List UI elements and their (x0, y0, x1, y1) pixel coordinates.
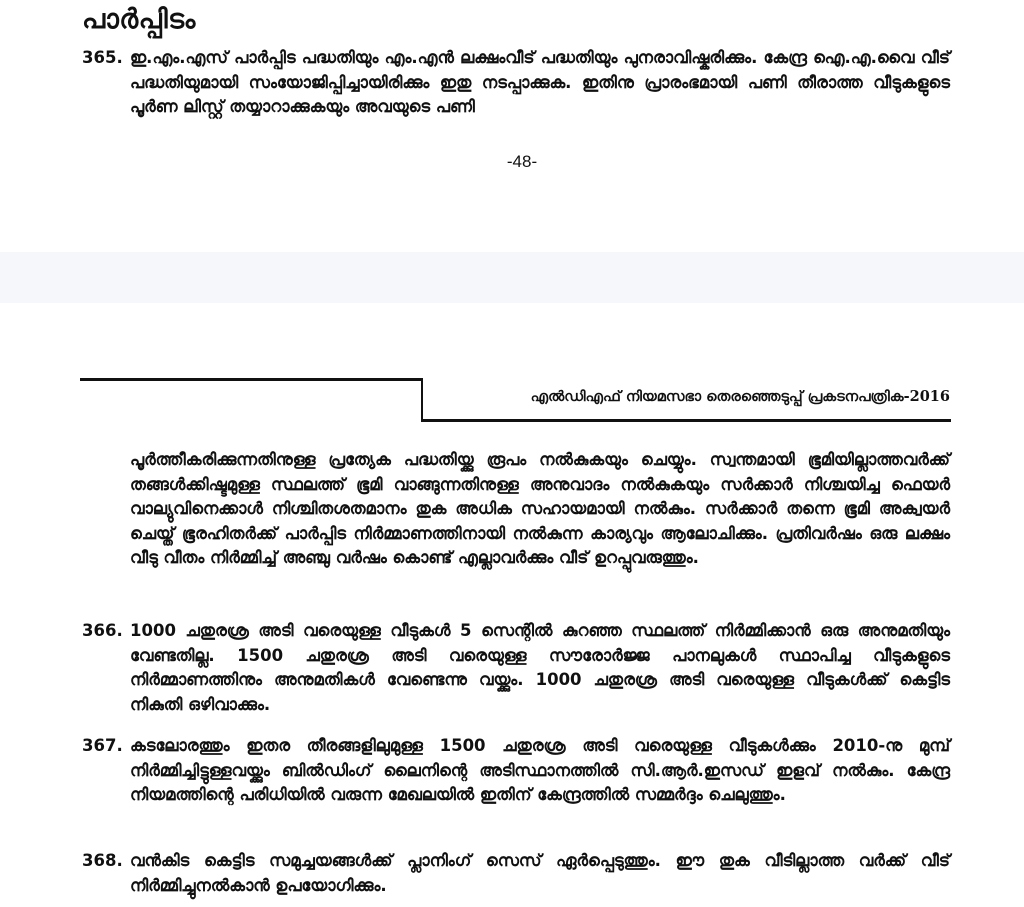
item-number: 366. (82, 621, 123, 640)
section-heading: പാർപ്പിടം (82, 4, 196, 35)
list-item-366 (82, 619, 950, 717)
page-number: -48- (506, 152, 538, 171)
item-text: 1000 ചതുരശ്ര അടി വരെയുള്ള വീടുകൾ 5 സെന്റിൽ കുറഞ്ഞ സ്ഥലത്ത് നിർമ്മിക്കാൻ ഒരു അനുമതിയും വേണ്ടതില്ല. 1500 ചതുരശ്ര അടി വരെയുള്ള സൗരോർജ്ജ പാനലുകൾ സ്ഥാപിച്ച വീടുകളുടെ നിർമ്മാണത്തിനും അനുമതികൾ വേണ്ടെന്നു വയ്ക്കും. 1000 ചതുരശ്ര അടി വരെയുള്ള വീടുകൾക്ക് കെട്ടിട നികുതി ഒഴിവാക്കും. (130, 621, 950, 714)
item-text: കടലോരത്തും ഇതര തീരങ്ങളിലുമുള്ള 1500 ചതുരശ്ര അടി വരെയുള്ള വീടുകൾക്കും 2010-നു മുമ്പ് നിർമ്മിച്ചിട്ടുള്ളവയ്ക്കും ബിൽഡിംഗ് ലൈനിന്റെ അടിസ്ഥാനത്തിൽ സി.ആർ.ഇസഡ് ഇളവ് നൽകും. കേന്ദ്ര നിയമത്തിന്റെ പരിധിയിൽ വരുന്ന മേഖലയിൽ ഇതിന് കേന്ദ്രത്തിൽ സമ്മർദ്ദം ചെലുത്തും. (130, 736, 950, 804)
list-item-365 (82, 46, 950, 120)
page-separator (0, 252, 1024, 303)
continuation-paragraph (82, 448, 950, 571)
header-rule-step (421, 378, 423, 422)
list-item-367 (82, 734, 950, 808)
item-text: വൻകിട കെട്ടിട സമുച്ചയങ്ങൾക്ക് പ്ലാനിംഗ് സെസ് ഏർപ്പെടുത്തും. ഈ തുക വീടില്ലാത്ത വർക്ക് വീട് നിർമ്മിച്ചുനൽകാൻ ഉപയോഗിക്കും. (130, 851, 950, 895)
header-rule-left (80, 378, 423, 381)
item-text: ഇ.എം.എസ് പാർപ്പിട പദ്ധതിയും എം.എൻ ലക്ഷംവീട് പദ്ധതിയും പുനരാവിഷ്കരിക്കും. കേന്ദ്ര ഐ.എ.വൈ വീട് പദ്ധതിയുമായി സംയോജിപ്പിച്ചായിരിക്കും ഇതു നടപ്പാക്കുക. ഇതിനു പ്രാരംഭമായി പണി തീരാത്ത വീടുകളുടെ പൂർണ ലിസ്റ്റ് തയ്യാറാക്കുകയും അവയുടെ പണി (130, 48, 950, 116)
running-header: എൽഡിഎഫ് നിയമസഭാ തെരഞ്ഞെടുപ്പ് പ്രകടനപത്രിക-2016 (530, 388, 950, 405)
header-rule-right (421, 419, 951, 422)
item-number: 365. (82, 48, 123, 67)
page-48 (0, 0, 1024, 252)
continuation-text: പൂർത്തീകരിക്കുന്നതിനുള്ള പ്രത്യേക പദ്ധതിയ്ക്കു രൂപം നൽകുകയും ചെയ്യും. സ്വന്തമായി ഭൂമിയില്ലാത്തവർക്ക് തങ്ങൾക്കിഷ്ടമുള്ള സ്ഥലത്ത് ഭൂമി വാങ്ങുന്നതിനുള്ള അനുവാദം നൽകുകയും സർക്കാർ നിശ്ചയിച്ച ഫെയർ വാല്യുവിനെക്കാൾ നിശ്ചിതശതമാനം തുക അധിക സഹായമായി നൽകും. സർക്കാർ തന്നെ ഭൂമി അക്വയർ ചെയ്ത് ഭൂരഹിതർക്ക് പാർപ്പിട നിർമ്മാണത്തിനായി നൽകുന്ന കാര്യവും ആലോചിക്കും. പ്രതിവർഷം ഒരു ലക്ഷം വീടു വീതം നിർമ്മിച്ച് അഞ്ചു വർഷം കൊണ്ട് എല്ലാവർക്കും വീട് ഉറപ്പുവരുത്തും. (130, 450, 950, 567)
list-item-368 (82, 849, 950, 898)
item-number: 367. (82, 736, 123, 755)
item-number: 368. (82, 851, 123, 870)
page-49 (0, 303, 1024, 907)
